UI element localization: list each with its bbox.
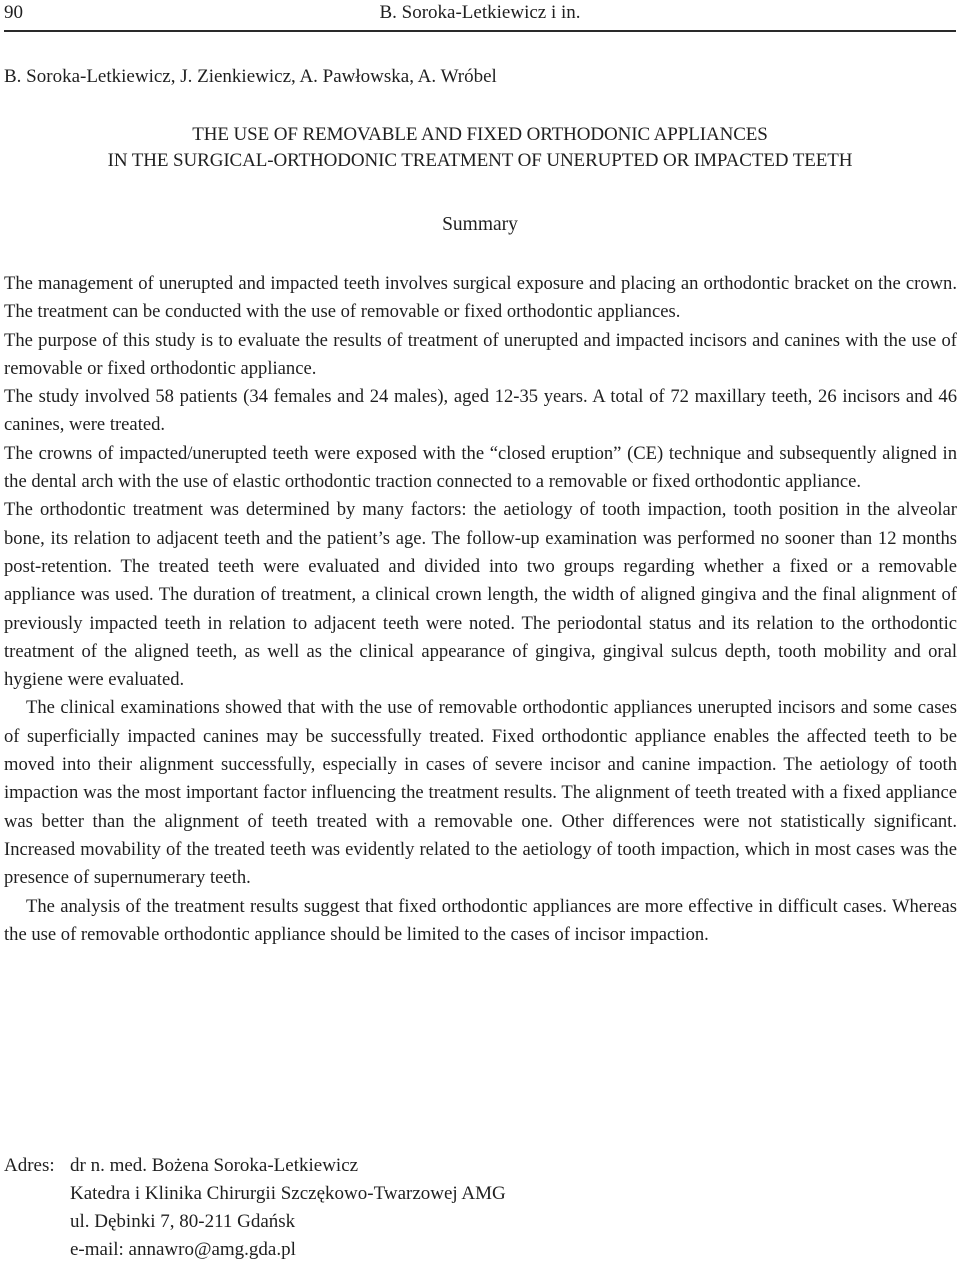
summary-paragraph-6: The clinical examinations showed that with the use of removable orthodontic appliances unerupted incisors and some cases of superficially impacted canines may be successfully treated. Fixed orthodontic appliance enables the affected teeth to be moved into their alignment successfully, especially in cases of severe incisor and canine impaction. The aetiology of tooth impaction was the most important factor influencing the treatment results. The alignment of teeth treated with a fixed appliance was better than the alignment of teeth treated with a removable one. Other differences were not statistically significant. Increased movability of the treated teeth was evidently related to the aetiology of tooth impaction, which in most cases was the presence of supernumerary teeth. [4,697,957,889]
summary-paragraph-5: The orthodontic treatment was determined by many factors: the aetiology of tooth impaction, tooth position in the alveolar bone, its relation to adjacent teeth and the patient’s age. The follow-up examination was performed no sooner than 12 months post-retention. The treated teeth were evaluated and divided into two groups regarding whether a fixed or a removable appliance was used. The duration of treatment, a clinical crown length, the width of aligned gingiva and the final alignment of previously impacted teeth in relation to adjacent teeth were noted. The periodontal status and its relation to the orthodontic treatment of the aligned teeth, as well as the clinical appearance of gingiva, gingival sulcus depth, tooth mobility and oral hygiene were evaluated. [4,499,957,691]
address-email: e-mail: annawro@amg.gda.pl [70,1239,296,1260]
running-header [4,0,956,28]
address-street: ul. Dębinki 7, 80-211 Gdańsk [70,1211,296,1232]
summary-paragraph-1: The management of unerupted and impacted teeth involves surgical exposure and placing an orthodontic bracket on the crown. The treatment can be conducted with the use of removable or fixed orthodontic appliances. [4,273,957,323]
running-title: B. Soroka-Letkiewicz i in. [379,2,581,23]
summary-body [4,270,957,949]
correspondence-address [4,1152,506,1264]
summary-paragraph-7: The analysis of the treatment results suggest that fixed orthodontic appliances are more effective in difficult cases. Whereas the use of removable orthodontic appliance should be limited to the cases of incisor impaction. [4,895,957,945]
summary-paragraph-3: The study involved 58 patients (34 females and 24 males), aged 12-35 years. A total of 72 maxillary teeth, 26 incisors and 46 canines, were treated. [4,386,957,436]
address-label: Adres: [4,1155,55,1176]
summary-paragraph-4: The crowns of impacted/unerupted teeth were exposed with the “closed eruption” (CE) technique and subsequently aligned in the dental arch with the use of elastic orthodontic traction connected to a removable or fixed orthodontic appliance. [4,442,957,493]
header-rule [4,30,956,32]
address-name: dr n. med. Bożena Soroka-Letkiewicz [70,1155,359,1176]
title-line-1: THE USE OF REMOVABLE AND FIXED ORTHODONIC APPLIANCES [192,124,768,145]
author-list: B. Soroka-Letkiewicz, J. Zienkiewicz, A. Pawłowska, A. Wróbel [4,66,497,87]
article-title [4,122,956,174]
title-line-2: IN THE SURGICAL-ORTHODONIC TREATMENT OF UNERUPTED OR IMPACTED TEETH [107,150,853,171]
address-lines [70,1152,506,1264]
summary-heading: Summary [442,214,518,235]
summary-paragraph-2: The purpose of this study is to evaluate the results of treatment of unerupted and impacted incisors and canines with the use of removable or fixed orthodontic appliance. [4,329,957,379]
page-number: 90 [4,2,23,23]
address-department: Katedra i Klinika Chirurgii Szczękowo-Twarzowej AMG [70,1183,506,1204]
